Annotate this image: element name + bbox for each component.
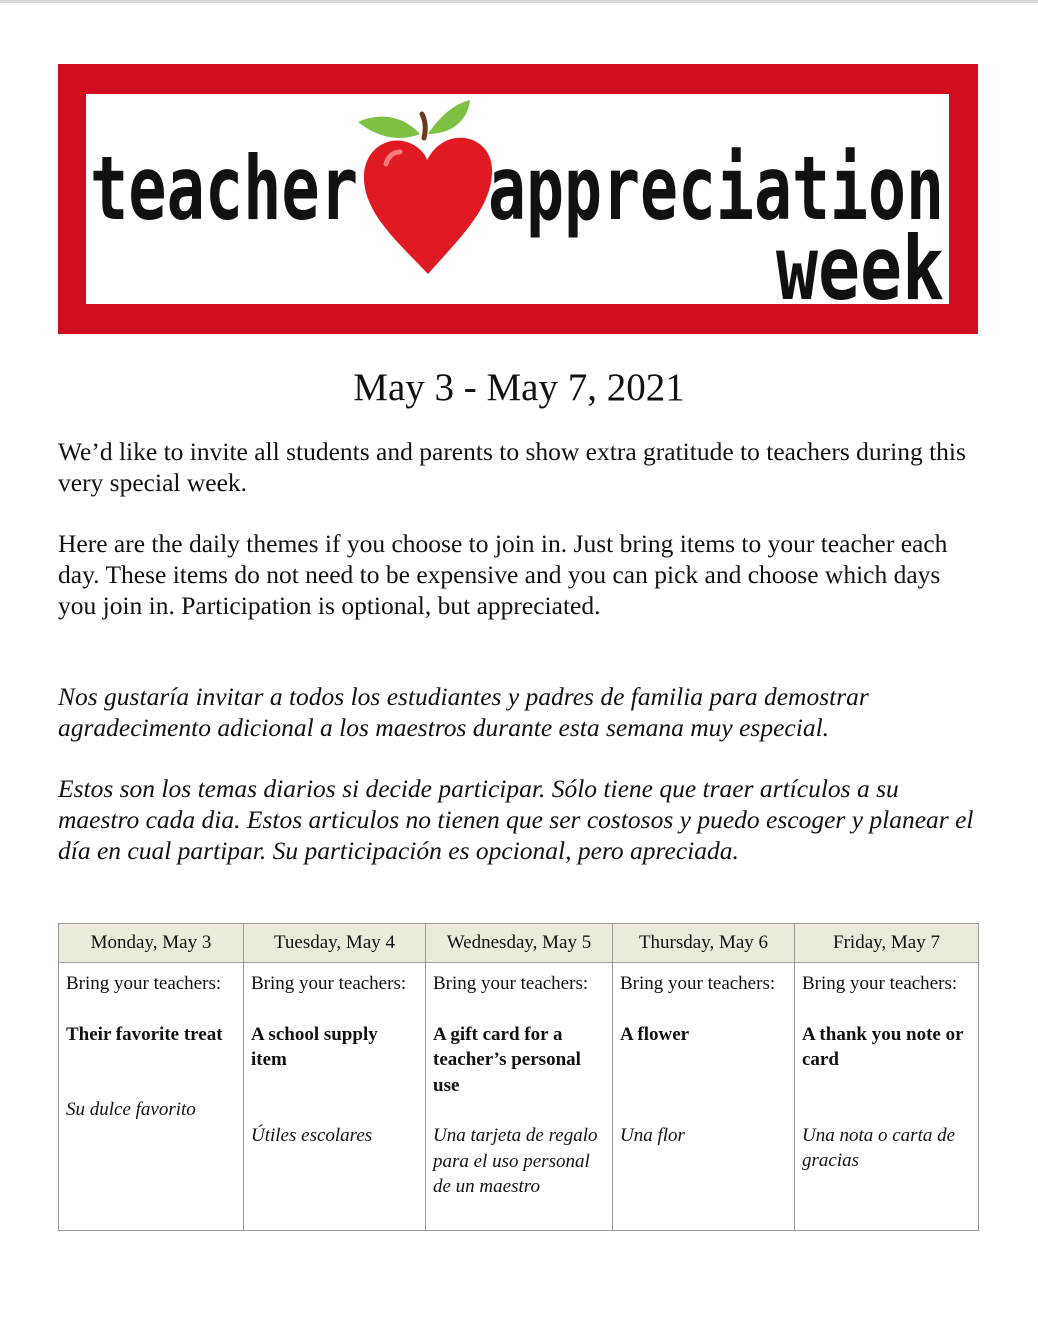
banner-word-teacher: teacher (90, 137, 358, 240)
item-english: Their favorite treat (66, 1023, 223, 1045)
item-english: A thank you note or card (802, 1023, 964, 1070)
spanish-paragraph-invite: Nos gustaría invitar a todos los estudiantes y padres de familia para demostrar agradecimento adicional a los maestros durante esta semana muy especial. (58, 682, 869, 742)
cell-friday (795, 963, 979, 1231)
cell-monday (59, 963, 244, 1231)
banner-frame (58, 64, 978, 334)
banner-panel (86, 94, 949, 320)
event-dates: May 3 - May 7, 2021 (353, 366, 685, 409)
bring-label: Bring your teachers: (620, 973, 776, 994)
bring-label: Bring your teachers: (433, 973, 589, 994)
banner-word-appreciation: appreciation (488, 137, 944, 240)
item-spanish: Su dulce favorito (66, 1099, 196, 1120)
cell-tuesday (244, 963, 426, 1231)
table-header-row (59, 924, 979, 963)
spanish-paragraph-themes: Estos son los temas diarios si decide participar. Sólo tiene que traer artículos a su maestro cada dia. Estos articulos no tienen que ser costosos y puedo escoger y planear el día en cual partipar. Su participación es opcional, pero apreciada. (58, 774, 974, 865)
header-tuesday: Tuesday, May 4 (244, 924, 426, 963)
banner-logo (86, 94, 949, 320)
item-spanish: Una flor (620, 1125, 685, 1146)
header-thursday: Thursday, May 6 (613, 924, 795, 963)
page-top-border (0, 0, 1038, 3)
item-english: A gift card for a teacher’s personal use (433, 1023, 581, 1096)
english-paragraph-themes: Here are the daily themes if you choose to join in. Just bring items to your teacher each day. These items do not need to be expensive and you can pick and choose which days you join in. Participation is optional, but appreciated. (58, 529, 948, 620)
bring-label: Bring your teachers: (66, 973, 222, 994)
item-english: A flower (620, 1023, 690, 1045)
item-spanish: Útiles escolares (251, 1124, 373, 1146)
bring-label: Bring your teachers: (802, 973, 958, 994)
header-friday: Friday, May 7 (795, 924, 979, 963)
heart-apple-icon (358, 100, 492, 274)
table-row (59, 963, 979, 1231)
item-spanish: Una nota o carta de gracias (802, 1124, 956, 1171)
bring-label: Bring your teachers: (251, 973, 407, 994)
daily-themes-table (58, 923, 979, 1231)
banner-word-week: week (776, 217, 944, 320)
header-wednesday: Wednesday, May 5 (426, 924, 613, 963)
header-monday: Monday, May 3 (59, 924, 244, 963)
cell-wednesday (426, 963, 613, 1231)
item-spanish: Una tarjeta de regalo para el uso personal de un maestro (433, 1125, 598, 1197)
item-english: A school supply item (251, 1023, 378, 1070)
cell-thursday (613, 963, 795, 1231)
english-paragraph-invite: We’d like to invite all students and parents to show extra gratitude to teachers during this very special week. (58, 437, 966, 497)
